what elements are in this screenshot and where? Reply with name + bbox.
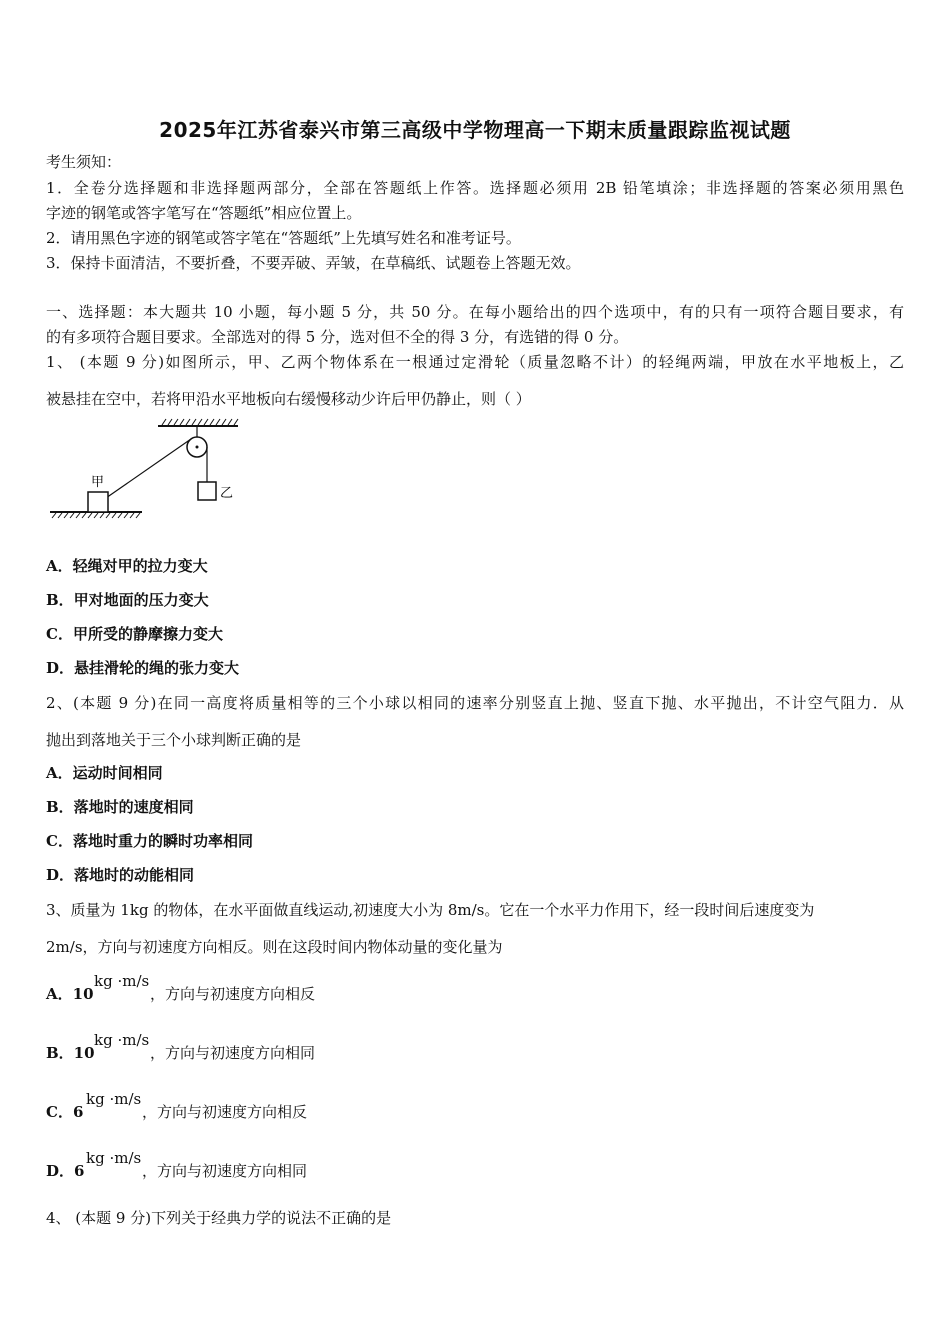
q2-stem-line-1: 2、(本题 9 分)在同一高度将质量相等的三个小球以相同的速率分别竖直上抛、竖直下抛、水平抛出，不计空气阻力．从 <box>46 694 904 712</box>
q2-option-b: B．落地时的速度相同 <box>46 798 194 816</box>
section-intro-line-1: 一、选择题：本大题共 10 小题，每小题 5 分，共 50 分。在每小题给出的四个选项中，有的只有一项符合题目要求，有 <box>46 303 904 321</box>
q3-option-b-suffix: ，方向与初速度方向相同 <box>150 1044 316 1062</box>
page-title: 2025年江苏省泰兴市第三高级中学物理高一下期末质量跟踪监视试题 <box>159 118 791 142</box>
q3-option-a-suffix: ，方向与初速度方向相反 <box>150 985 316 1003</box>
q3-option-d-prefix: D．6 <box>46 1162 85 1180</box>
q1-stem-line-1: 1、 (本题 9 分)如图所示，甲、乙两个物体系在一根通过定滑轮（质量忽略不计）的轻绳两端，甲放在水平地板上，乙 <box>46 353 904 371</box>
q2-stem-line-2: 抛出到落地关于三个小球判断正确的是 <box>46 731 302 749</box>
q3-option-c-suffix: ，方向与初速度方向相反 <box>142 1103 308 1121</box>
label-jia: 甲 <box>91 475 105 490</box>
q2-option-c: C．落地时重力的瞬时功率相同 <box>46 832 253 850</box>
q1-option-c: C．甲所受的静摩擦力变大 <box>46 625 223 643</box>
notice-item-3: 3．保持卡面清洁，不要折叠，不要弄破、弄皱，在草稿纸、试题卷上答题无效。 <box>46 254 581 272</box>
q3-stem-line-2: 2m/s，方向与初速度方向相反。则在这段时间内物体动量的变化量为 <box>46 938 503 956</box>
q1-option-a: A．轻绳对甲的拉力变大 <box>46 557 208 575</box>
q3-option-d-suffix: ，方向与初速度方向相同 <box>142 1162 308 1180</box>
q3-option-a-prefix: A．10 <box>46 985 94 1003</box>
q3-option-b-prefix: B．10 <box>46 1044 95 1062</box>
q3-option-a-unit: kg ·m/s <box>94 972 150 990</box>
q1-option-d: D．悬挂滑轮的绳的张力变大 <box>46 659 240 677</box>
q1-option-b: B．甲对地面的压力变大 <box>46 591 209 609</box>
label-yi: 乙 <box>220 486 234 501</box>
section-intro-line-2: 的有多项符合题目要求。全部选对的得 5 分，选对但不全的得 3 分，有选错的得 0 分。 <box>46 328 629 346</box>
notice-item-1-line-2: 字迹的钢笔或答字笔写在“答题纸”相应位置上。 <box>46 204 362 222</box>
pulley-figure <box>46 418 246 522</box>
q3-option-d-unit: kg ·m/s <box>86 1149 142 1167</box>
q2-option-a: A．运动时间相同 <box>46 764 163 782</box>
q3-option-c-unit: kg ·m/s <box>86 1090 142 1108</box>
notice-item-1-line-1: 1．全卷分选择题和非选择题两部分，全部在答题纸上作答。选择题必须用 2B 铅笔填涂；非选择题的答案必须用黑色 <box>46 179 904 197</box>
q3-option-b-unit: kg ·m/s <box>94 1031 150 1049</box>
q4-stem-line-1: 4、 (本题 9 分)下列关于经典力学的说法不正确的是 <box>46 1209 392 1227</box>
q2-option-d: D．落地时的动能相同 <box>46 866 195 884</box>
q1-stem-line-2: 被悬挂在空中，若将甲沿水平地板向右缓慢移动少许后甲仍静止，则（ ） <box>46 390 531 408</box>
notice-heading: 考生须知： <box>46 153 122 171</box>
q3-option-c-prefix: C．6 <box>46 1103 84 1121</box>
notice-item-2: 2．请用黑色字迹的钢笔或答字笔在“答题纸”上先填写姓名和准考证号。 <box>46 229 521 247</box>
q3-stem-line-1: 3、质量为 1kg 的物体，在水平面做直线运动,初速度大小为 8m/s。它在一个水平力作用下，经一段时间后速度变为 <box>46 901 815 919</box>
